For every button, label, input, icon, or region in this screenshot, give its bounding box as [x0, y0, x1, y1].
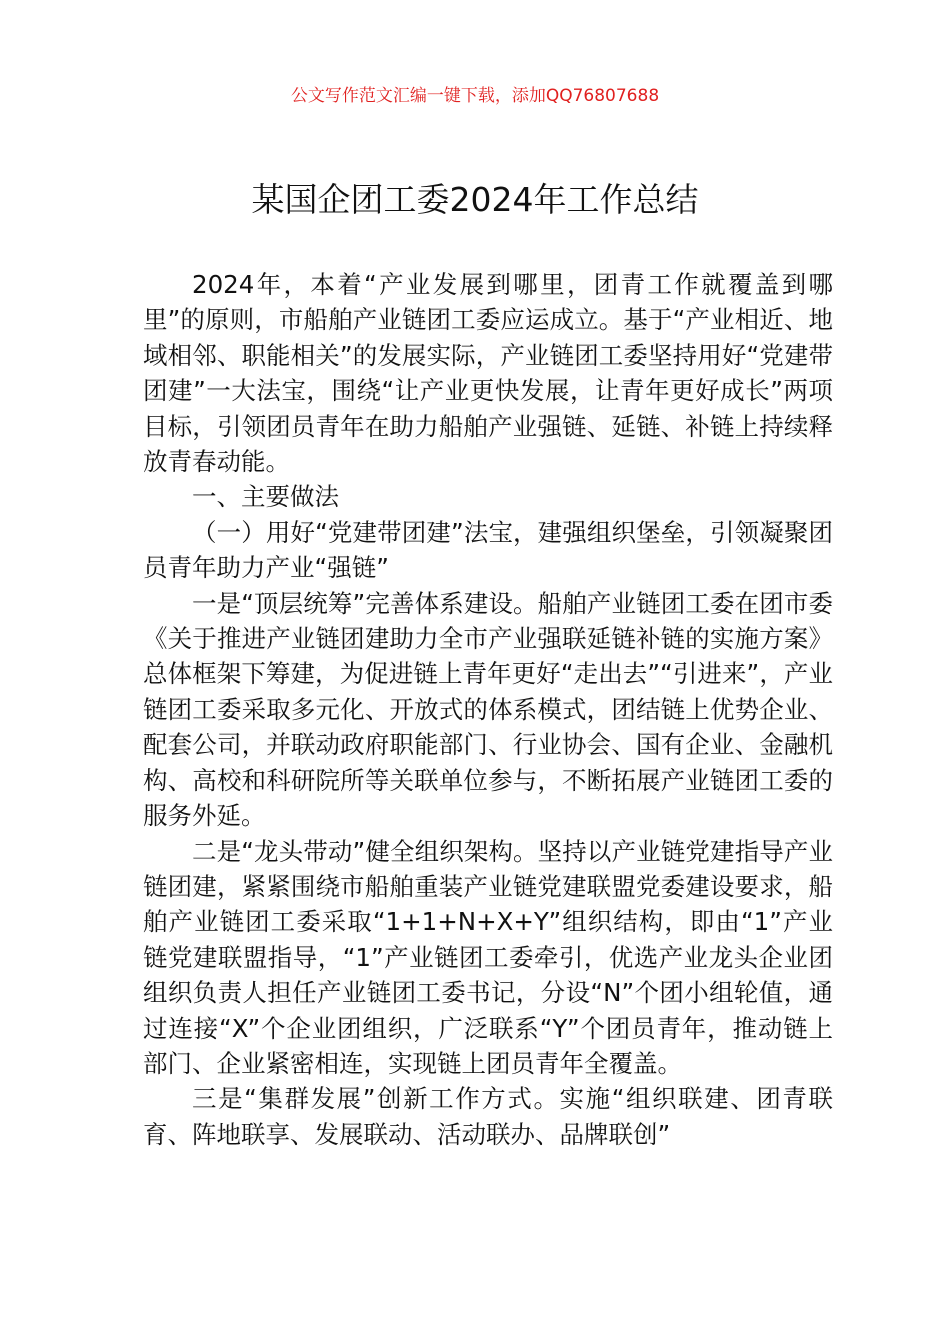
document-title: 某国企团工委2024年工作总结 [251, 180, 699, 219]
paragraph-point-1: 一是“顶层统筹”完善体系建设。船舶产业链团工委在团市委《关于推进产业链团建助力全市产业强联延链补链的实施方案》总体框架下筹建，为促进链上青年更好“走出去”“引进来”，产业链团工委采取多元化、开放式的体系模式，团结链上优势企业、配套公司，并联动政府职能部门、行业协会、国有企业、金融机构、高校和科研院所等关联单位参与，不断拓展产业链团工委的服务外延。 [143, 588, 833, 831]
document-body [143, 267, 833, 1152]
subsection-heading-1: （一）用好“党建带团建”法宝，建强组织堡垒，引领凝聚团员青年助力产业“强链” [143, 517, 833, 583]
section-heading-main-practices: 一、主要做法 [192, 482, 339, 512]
paragraph-point-2: 二是“龙头带动”健全组织架构。坚持以产业链党建指导产业链团建，紧紧围绕市船舶重装产业链党建联盟党委建设要求，船舶产业链团工委采取“1+1+N+X+Y”组织结构，即由“1”产业链党建联盟指导，“1”产业链团工委牵引，优选产业龙头企业团组织负责人担任产业链团工委书记，分设“N”个团小组轮值，通过连接“X”个企业团组织，广泛联系“Y”个团员青年，推动链上部门、企业紧密相连，实现链上团员青年全覆盖。 [143, 836, 833, 1078]
paragraph-point-3: 三是“集群发展”创新工作方式。实施“组织联建、团青联育、阵地联享、发展联动、活动联办、品牌联创” [143, 1084, 833, 1149]
paragraph-intro: 2024年，本着“产业发展到哪里，团青工作就覆盖到哪里”的原则，市船舶产业链团工委应运成立。基于“产业相近、地域相邻、职能相关”的发展实际，产业链团工委坚持用好“党建带团建”一大法宝，围绕“让产业更快发展，让青年更好成长”两项目标，引领团员青年在助力船舶产业强链、延链、补链上持续释放青春动能。 [143, 270, 833, 477]
promo-banner[interactable]: 公文写作范文汇编一键下载，添加QQ76807688 [290, 86, 660, 106]
